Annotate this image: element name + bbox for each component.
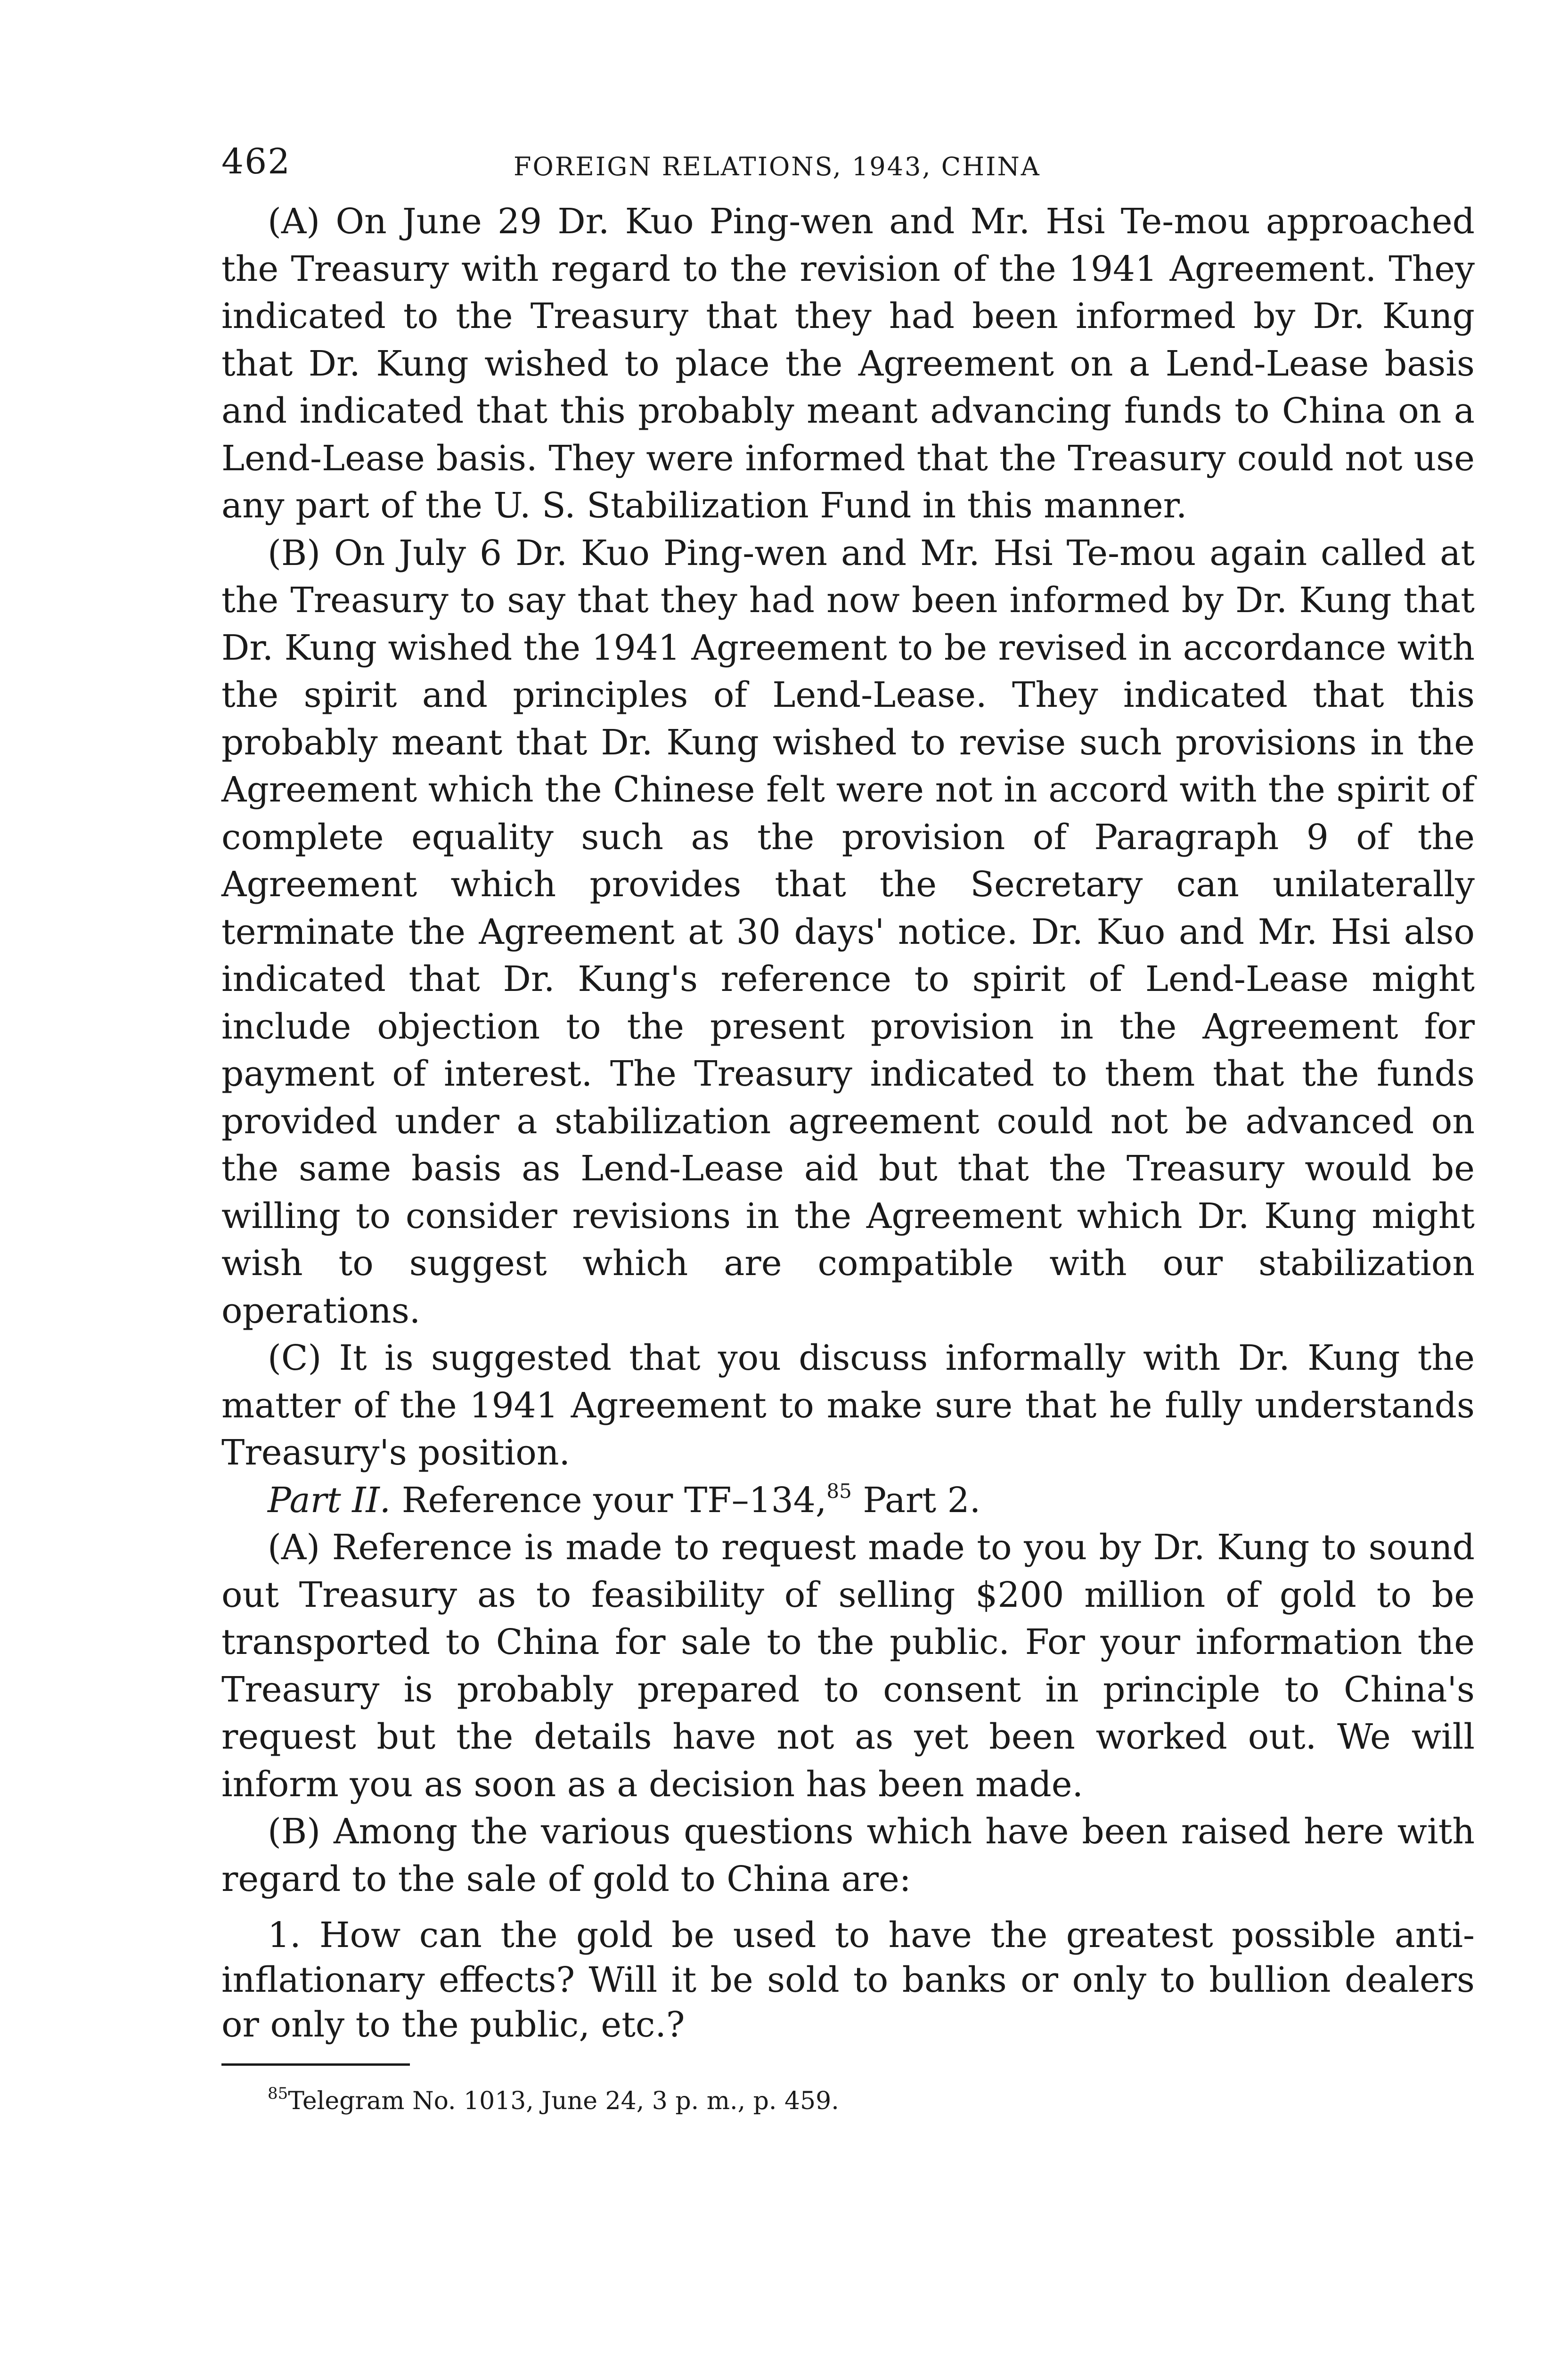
part-label: Part II. [268,1480,391,1521]
paragraph-part2-heading [221,1477,1475,1524]
footnote [221,2085,1475,2118]
question-1: 1. How can the gold be used to have the greatest possible anti-inflationary effects? Will it be sold to banks or only to bullion dealers or only to the public, etc.? [221,1915,1475,2045]
footnote-divider [221,2063,410,2066]
paragraph-part2-b: (B) Among the various questions which have been raised here with regard to the sale of gold to China are: [221,1811,1475,1899]
body-text [221,198,1475,2047]
paragraph-part1-a: (A) On June 29 Dr. Kuo Ping-wen and Mr. Hsi Te-mou approached the Treasury with regard to the revision of the 1941 Agreement. They indicated to the Treasury that they had been informed by Dr. Kung that Dr. Kung wished to place the Agreement on a Lend-Lease basis and indicated that this probably meant advancing funds to China on a Lend-Lease basis. They were informed that the Treasury could not use any part of the U. S. Stabilization Fund in this manner. [221,201,1475,526]
running-head: FOREIGN RELATIONS, 1943, CHINA [514,152,1041,181]
page-number: 462 [221,141,291,182]
part2-reference-tail: Part 2. [863,1480,981,1521]
paragraph-part1-b: (B) On July 6 Dr. Kuo Ping-wen and Mr. Hsi Te-mou again called at the Treasury to say that they had now been informed by Dr. Kung that Dr. Kung wished the 1941 Agreement to be revised in accordance with the spirit and principles of Lend-Lease. They indicated that this probably meant that Dr. Kung wished to revise such provisions in the Agreement which the Chinese felt were not in accord with the spirit of complete equality such as the provision of Paragraph 9 of the Agreement which provides that the Secretary can unilaterally terminate the Agreement at 30 days' notice. Dr. Kuo and Mr. Hsi also indicated that Dr. Kung's reference to spirit of Lend-Lease might include objection to the present provision in the Agreement for payment of interest. The Treasury indicated to them that the funds provided under a stabilization agreement could not be advanced on the same basis as Lend-Lease aid but that the Treasury would be willing to consider revisions in the Agreement which Dr. Kung might wish to suggest which are compatible with our stabilization operations. [221,532,1475,1331]
part2-reference-text: Reference your TF–134, [401,1480,827,1521]
paragraph-part2-a: (A) Reference is made to request made to you by Dr. Kung to sound out Treasury as to feasibility of selling $200 million of gold to be transported to China for sale to the public. For your information the Treasury is probably prepared to consent in principle to China's request but the details have not as yet been worked out. We will inform you as soon as a decision has been made. [221,1527,1475,1805]
page-header [221,141,1475,198]
footnote-number: 85 [268,2084,288,2103]
document-page [221,141,1475,2118]
footnote-text: Telegram No. 1013, June 24, 3 p. m., p. 459. [288,2087,839,2115]
footnote-reference: 85 [826,1479,852,1503]
paragraph-part1-c: (C) It is suggested that you discuss informally with Dr. Kung the matter of the 1941 Agreement to make sure that he fully understands Treasury's position. [221,1338,1475,1473]
